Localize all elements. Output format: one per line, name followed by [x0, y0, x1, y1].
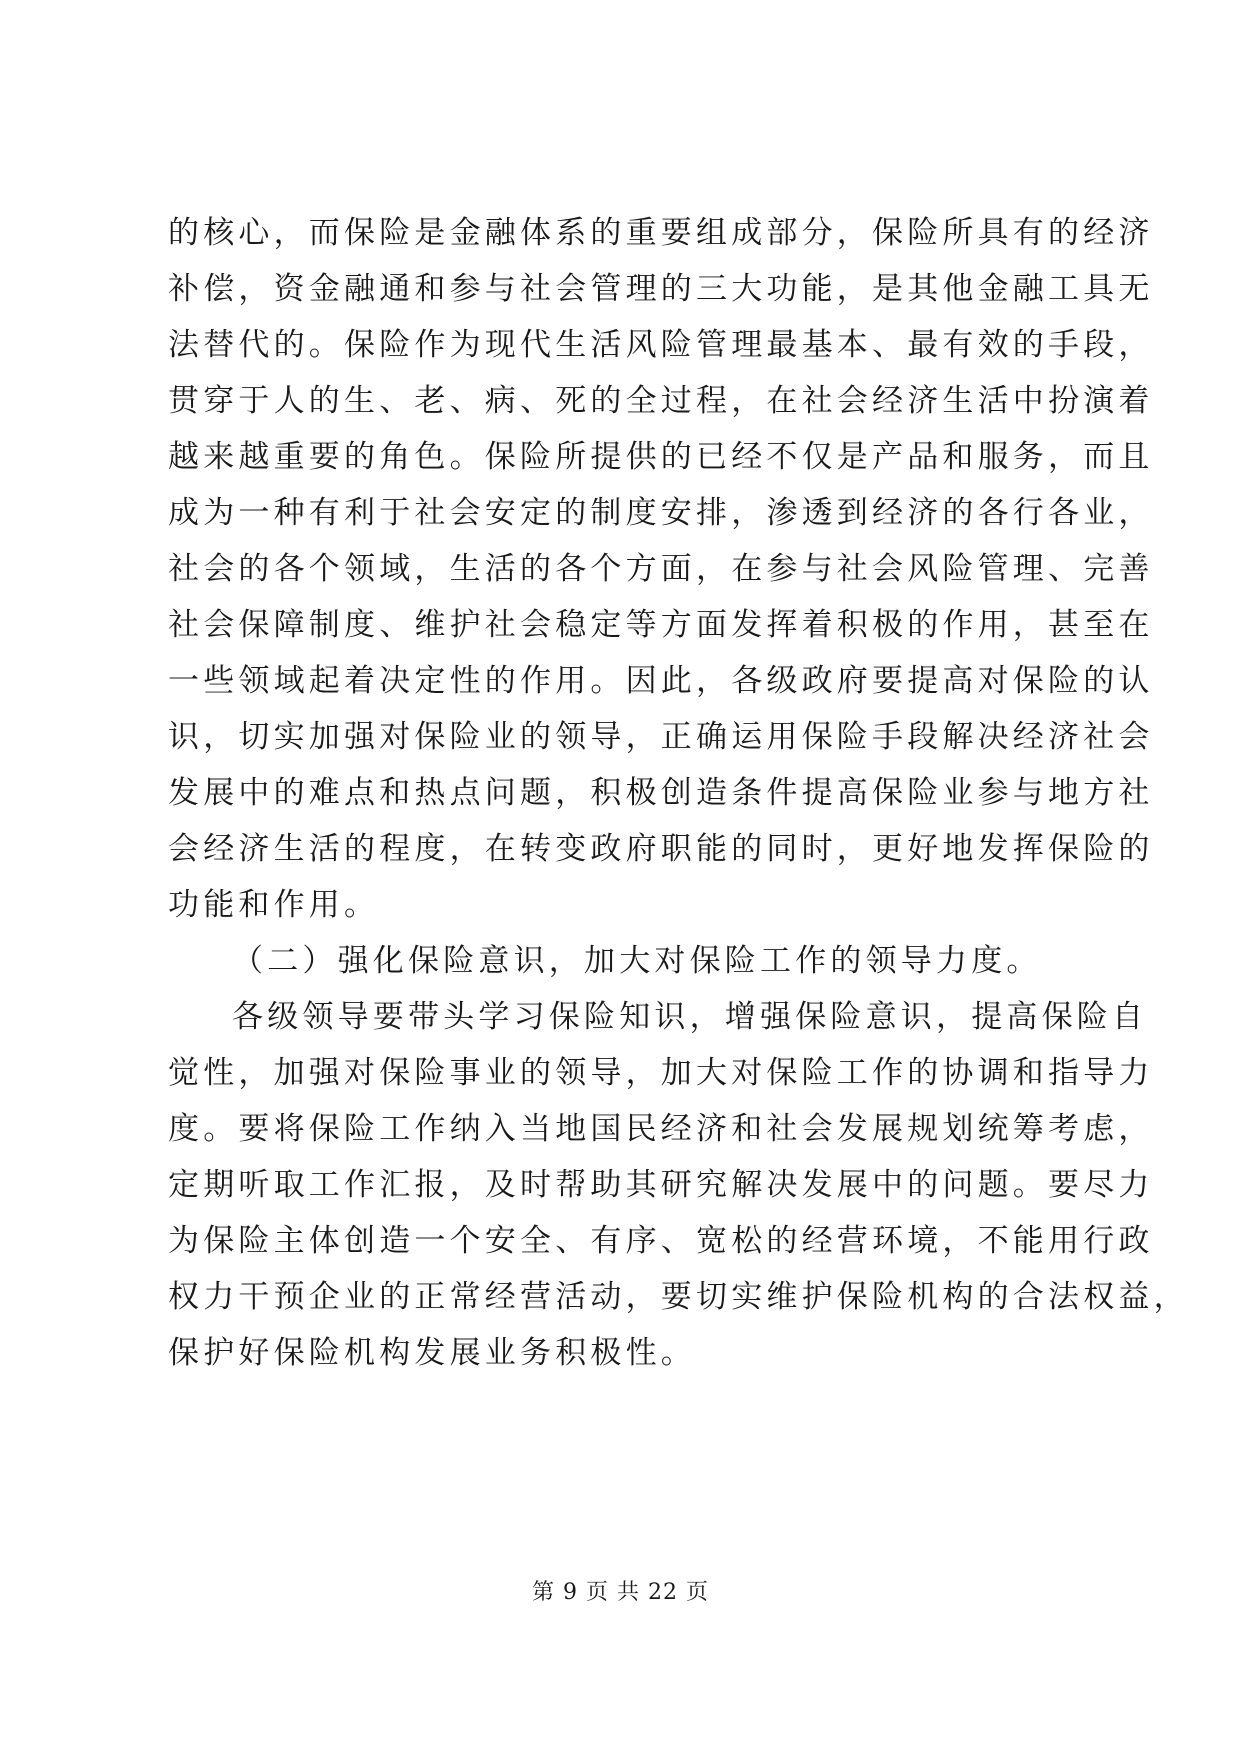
- page-number-footer: 第 9 页 共 22 页: [532, 1580, 709, 1605]
- text-line: 成为一种有利于社会安定的制度安排，渗透到经济的各行各业，: [168, 495, 1154, 531]
- text-line: 识，切实加强对保险业的领导，正确运用保险手段解决经济社会: [168, 719, 1154, 755]
- text-line: 的核心，而保险是金融体系的重要组成部分，保险所具有的经济: [168, 215, 1154, 251]
- text-line: 越来越重要的角色。保险所提供的已经不仅是产品和服务，而且: [168, 439, 1154, 475]
- text-line: 社会的各个领域，生活的各个方面，在参与社会风险管理、完善: [168, 551, 1154, 587]
- text-line: 保护好保险机构发展业务积极性。: [168, 1335, 696, 1371]
- text-line: 一些领域起着决定性的作用。因此，各级政府要提高对保险的认: [168, 663, 1154, 699]
- text-line: 权力干预企业的正常经营活动，要切实维护保险机构的合法权益，: [168, 1279, 1189, 1315]
- text-line: 补偿，资金融通和参与社会管理的三大功能，是其他金融工具无: [168, 271, 1154, 307]
- text-line: 贯穿于人的生、老、病、死的全过程，在社会经济生活中扮演着: [168, 383, 1154, 419]
- text-line: 法替代的。保险作为现代生活风险管理最基本、最有效的手段，: [168, 327, 1154, 363]
- text-line: 功能和作用。: [168, 887, 380, 923]
- section-heading: （二）强化保险意识，加大对保险工作的领导力度。: [232, 943, 1042, 979]
- text-line: 各级领导要带头学习保险知识，增强保险意识，提高保险自: [232, 999, 1148, 1035]
- text-line: 发展中的难点和热点问题，积极创造条件提高保险业参与地方社: [168, 775, 1154, 811]
- text-line: 觉性，加强对保险事业的领导，加大对保险工作的协调和指导力: [168, 1055, 1154, 1091]
- text-line: 为保险主体创造一个安全、有序、宽松的经营环境，不能用行政: [168, 1223, 1154, 1259]
- text-line: 会经济生活的程度，在转变政府职能的同时，更好地发挥保险的: [168, 831, 1154, 867]
- text-line: 度。要将保险工作纳入当地国民经济和社会发展规划统筹考虑，: [168, 1111, 1154, 1147]
- text-line: 社会保障制度、维护社会稳定等方面发挥着积极的作用，甚至在: [168, 607, 1154, 643]
- text-line: 定期听取工作汇报，及时帮助其研究解决发展中的问题。要尽力: [168, 1167, 1154, 1203]
